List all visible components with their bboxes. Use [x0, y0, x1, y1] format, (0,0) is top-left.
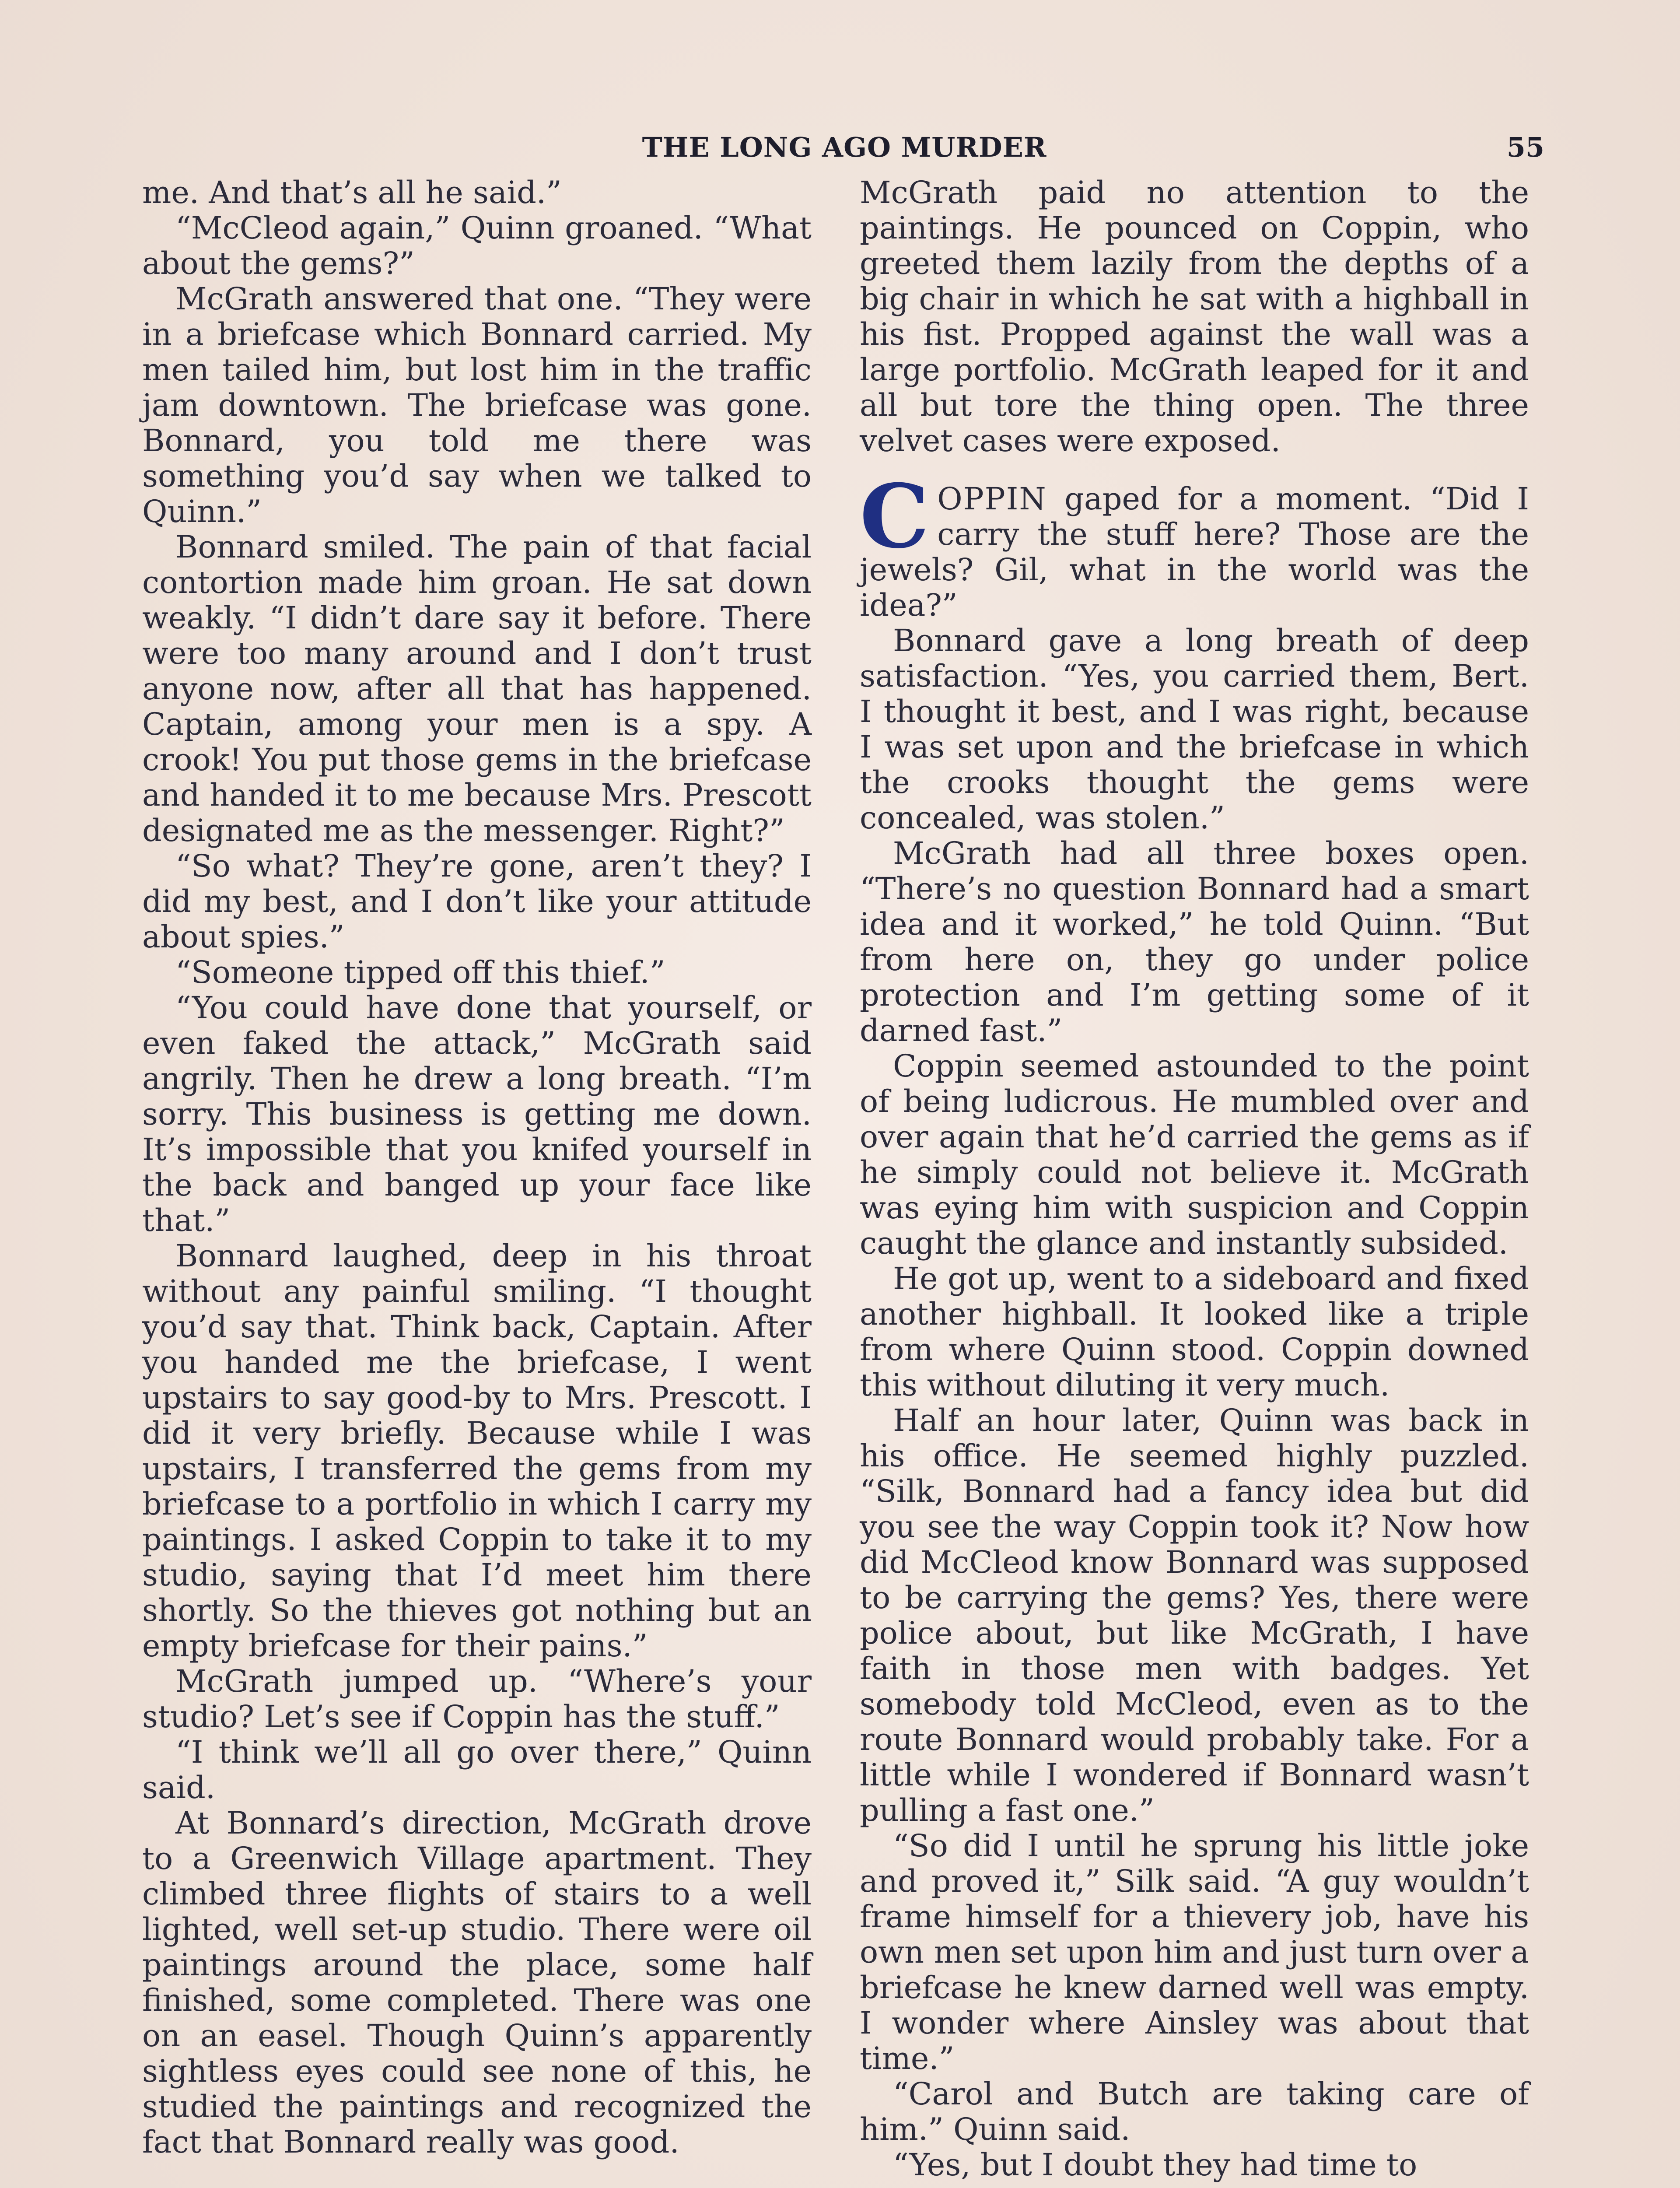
page-number: 55 [1506, 131, 1544, 163]
paragraph: me. And that’s all he said.” [142, 175, 562, 210]
paragraph: “You could have done that yourself, or even faked the attack,” McGrath said angrily. Then he drew a long breath. “I’m sorry. This business is getting me down. It’s impossible that you knifed yourself in the back and banged up your face like that.” [142, 990, 812, 1238]
paragraph: McGrath had all three boxes open. “There’s no question Bonnard had a smart idea and it worked,” he told Quinn. “But from here on, they go under police protection and I’m getting some of it darned fast.” [860, 835, 1529, 1048]
paragraph: Bonnard gave a long breath of deep satisfaction. “Yes, you carried them, Bert. I thought it best, and I was right, because I was set upon and the briefcase in which the crooks thought the gems were concealed, was stolen.” [860, 623, 1529, 836]
paragraph: McGrath paid no attention to the paintings. He pounced on Coppin, who greeted them lazily from the depths of a big chair in which he sat with a highball in his fist. Propped against the wall was a large portfolio. McGrath leaped for it and all but tore the thing open. The three velvet cases were exposed. [860, 175, 1529, 459]
small-caps-word: OPPIN [937, 481, 1047, 517]
paragraph: “McCleod again,” Quinn groaned. “What about the gems?” [142, 210, 812, 281]
paragraph: At Bonnard’s direction, McGrath drove to a Greenwich Village apartment. They climbed three flights of stairs to a well lighted, well set-up studio. There were oil paintings around the place, some half finished, some completed. There was one on an easel. Though Quinn’s apparently sightless eyes could see none of this, he studied the paintings and recognized the fact that Bonnard really was good. [142, 1805, 812, 2160]
paragraph: Bonnard laughed, deep in his throat without any painful smiling. “I thought you’d say that. Think back, Captain. After you handed me the briefcase, I went upstairs to say good-by to Mrs. Prescott. I did it very briefly. Because while I was upstairs, I transferred the gems from my briefcase to a portfolio in which I carry my paintings. I asked Coppin to take it to my studio, saying that I’d meet him there shortly. So the thieves got nothing but an empty briefcase for their pains.” [142, 1238, 812, 1664]
paragraph: McGrath answered that one. “They were in a briefcase which Bonnard carried. My men tailed him, but lost him in the traffic jam downtown. The briefcase was gone. Bonnard, you told me there was something you’d say when we talked to Quinn.” [142, 281, 812, 529]
paragraph: Coppin seemed astounded to the point of being ludicrous. He mumbled over and over again that he’d carried the gems as if he simply could not believe it. McGrath was eying him with suspicion and Coppin caught the glance and instantly subsided. [860, 1048, 1529, 1261]
running-header [144, 131, 1544, 171]
paragraph: “Carol and Butch are taking care of him.” Quinn said. [860, 2076, 1529, 2147]
paragraph: “I think we’ll all go over there,” Quinn said. [142, 1734, 812, 1806]
paragraph: “So what? They’re gone, aren’t they? I did my best, and I don’t like your attitude about spies.” [142, 848, 812, 955]
paragraph: Half an hour later, Quinn was back in his office. He seemed highly puzzled. “Silk, Bonnard had a fancy idea but did you see the way Coppin took it? Now how did McCleod know Bonnard was supposed to be carrying the gems? Yes, there were police about, but like McGrath, I have faith in those men with badges. Yet somebody told McCleod, even as to the route Bonnard would probably take. For a little while I wondered if Bonnard wasn’t pulling a fast one.” [860, 1403, 1529, 1828]
section-opening-paragraph [860, 465, 1529, 623]
paragraph: McGrath jumped up. “Where’s your studio? Let’s see if Coppin has the stuff.” [142, 1663, 812, 1735]
paragraph-text: gaped for a moment. “Did I carry the stuff here? Those are the jewels? Gil, what in the world was the idea?” [860, 481, 1529, 623]
right-column [860, 175, 1529, 2183]
paragraph: He got up, went to a sideboard and fixed another highball. It looked like a triple from where Quinn stood. Coppin downed this without diluting it very much. [860, 1261, 1529, 1403]
paragraph: “Yes, but I doubt they had time to [893, 2147, 1418, 2183]
story-title: THE LONG AGO MURDER [642, 131, 1047, 163]
left-column [142, 175, 812, 2160]
paragraph: “Someone tipped off this thief.” [175, 954, 665, 990]
drop-cap: C [860, 465, 930, 568]
paragraph: Bonnard smiled. The pain of that facial contortion made him groan. He sat down weakly. “I didn’t dare say it before. There were too many around and I don’t trust anyone now, after all that has happened. Captain, among your men is a spy. A crook! You put those gems in the briefcase and handed it to me because Mrs. Prescott designated me as the messenger. Right?” [142, 529, 812, 849]
paragraph: “So did I until he sprung his little joke and proved it,” Silk said. “A guy wouldn’t frame himself for a thievery job, have his own men set upon him and just turn over a briefcase he knew darned well was empty. I wonder where Ainsley was about that time.” [860, 1828, 1529, 2076]
